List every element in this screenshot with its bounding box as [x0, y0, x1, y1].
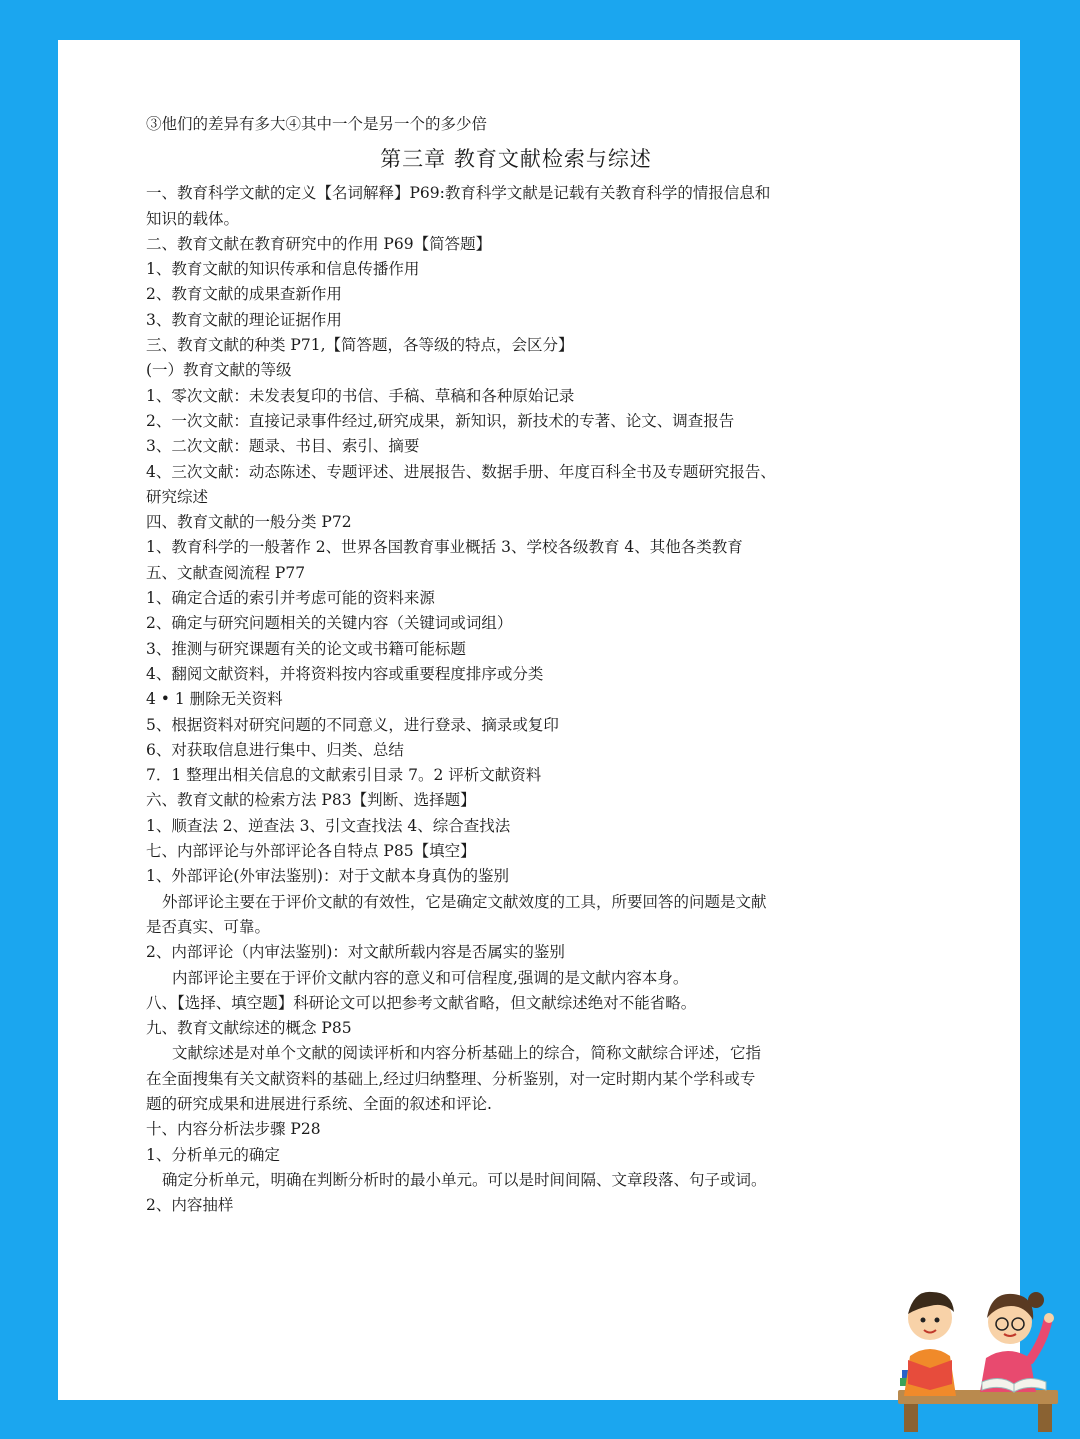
text-line: 七、内部评论与外部评论各自特点 P85【填空】: [146, 842, 476, 861]
text-line: 6、对获取信息进行集中、归类、总结: [146, 740, 404, 759]
text-line: 是否真实、可靠。: [146, 917, 271, 936]
text-line: 知识的载体。: [146, 209, 240, 228]
text-line: 1、外部评论(外审法鉴别)：对于文献本身真伪的鉴别: [146, 867, 509, 886]
document-content: [146, 112, 886, 1218]
text-line: 十、内容分析法步骤 P28: [146, 1120, 321, 1139]
text-line: 三、教育文献的种类 P71,【简答题，各等级的特点，会区分】: [146, 336, 574, 355]
desk-leg-left: [904, 1404, 918, 1432]
text-line: 研究综述: [146, 487, 209, 506]
text-line: 内部评论主要在于评价文献内容的意义和可信程度,强调的是文献内容本身。: [172, 968, 689, 987]
text-line: 2、内容抽样: [146, 1196, 234, 1215]
text-line: 四、教育文献的一般分类 P72: [146, 513, 352, 532]
text-line: 一、教育科学文献的定义【名词解释】P69:教育科学文献是记载有关教育科学的情报信息和: [146, 184, 771, 203]
text-line: 4 • 1 删除无关资料: [146, 690, 283, 709]
text-line: 4、翻阅文献资料，并将资料按内容或重要程度排序或分类: [146, 664, 544, 683]
text-line: 六、教育文献的检索方法 P83【判断、选择题】: [146, 791, 476, 810]
chapter-title: 第三章 教育文献检索与综述: [380, 147, 652, 172]
text-line: 八、【选择、填空题】科研论文可以把参考文献省略，但文献综述绝对不能省略。: [146, 993, 697, 1012]
text-line: 5、根据资料对研究问题的不同意义，进行登录、摘录或复印: [146, 715, 559, 734]
girl-hand: [1044, 1313, 1054, 1323]
text-line: 外部评论主要在于评价文献的有效性，它是确定文献效度的工具，所要回答的问题是文献: [162, 892, 767, 911]
text-line: 2、一次文献：直接记录事件经过,研究成果，新知识，新技术的专著、论文、调查报告: [146, 411, 735, 430]
text-line: 1、零次文献：未发表复印的书信、手稿、草稿和各种原始记录: [146, 386, 575, 405]
text-line: 五、文献查阅流程 P77: [146, 563, 306, 582]
text-line: 2、确定与研究问题相关的关键内容（关键词或词组）: [146, 614, 513, 633]
text-line: 1、教育科学的一般著作 2、世界各国教育事业概括 3、学校各级教育 4、其他各类教育: [146, 538, 743, 557]
text-line: 3、二次文献：题录、书目、索引、摘要: [146, 437, 420, 456]
text-line: 3、推测与研究课题有关的论文或书籍可能标题: [146, 639, 466, 658]
text-line: 二、教育文献在教育研究中的作用 P69【简答题】: [146, 234, 492, 253]
text-line: 2、教育文献的成果查新作用: [146, 285, 342, 304]
text-line: 1、分析单元的确定: [146, 1145, 280, 1164]
text-line: 7．1 整理出相关信息的文献索引目录 7。2 评析文献资料: [146, 766, 542, 785]
children-reading-books-illustration: [890, 1282, 1065, 1432]
text-line: (一）教育文献的等级: [146, 361, 292, 380]
girl-hair-bun: [1028, 1292, 1044, 1308]
text-line: 1、教育文献的知识传承和信息传播作用: [146, 260, 420, 279]
text-line: 在全面搜集有关文献资料的基础上,经过归纳整理、分析鉴别，对一定时期内某个学科或专: [146, 1069, 756, 1088]
text-line: 1、确定合适的索引并考虑可能的资料来源: [146, 589, 435, 608]
text-line: 2、内部评论（内审法鉴别)：对文献所载内容是否属实的鉴别: [146, 943, 565, 962]
text-line: 确定分析单元，明确在判断分析时的最小单元。可以是时间间隔、文章段落、句子或词。: [162, 1170, 767, 1189]
text-line: 1、顺查法 2、逆查法 3、引文查找法 4、综合查找法: [146, 816, 511, 835]
text-line: 3、教育文献的理论证据作用: [146, 310, 342, 329]
text-line: 九、教育文献综述的概念 P85: [146, 1019, 352, 1038]
text-line: 4、三次文献：动态陈述、专题评述、进展报告、数据手册、年度百科全书及专题研究报告、: [146, 462, 776, 481]
body-lines: [146, 181, 886, 1218]
text-line: 文献综述是对单个文献的阅读评析和内容分析基础上的综合，简称文献综合评述，它指: [172, 1044, 762, 1063]
boy-eye-left: [921, 1318, 926, 1323]
text-line: 题的研究成果和进展进行系统、全面的叙述和评论.: [146, 1094, 492, 1113]
girl-raised-arm: [1030, 1320, 1048, 1360]
desk-leg-right: [1038, 1404, 1052, 1432]
boy-eye-right: [935, 1318, 940, 1323]
intro-line: ③他们的差异有多大④其中一个是另一个的多少倍: [146, 115, 488, 133]
